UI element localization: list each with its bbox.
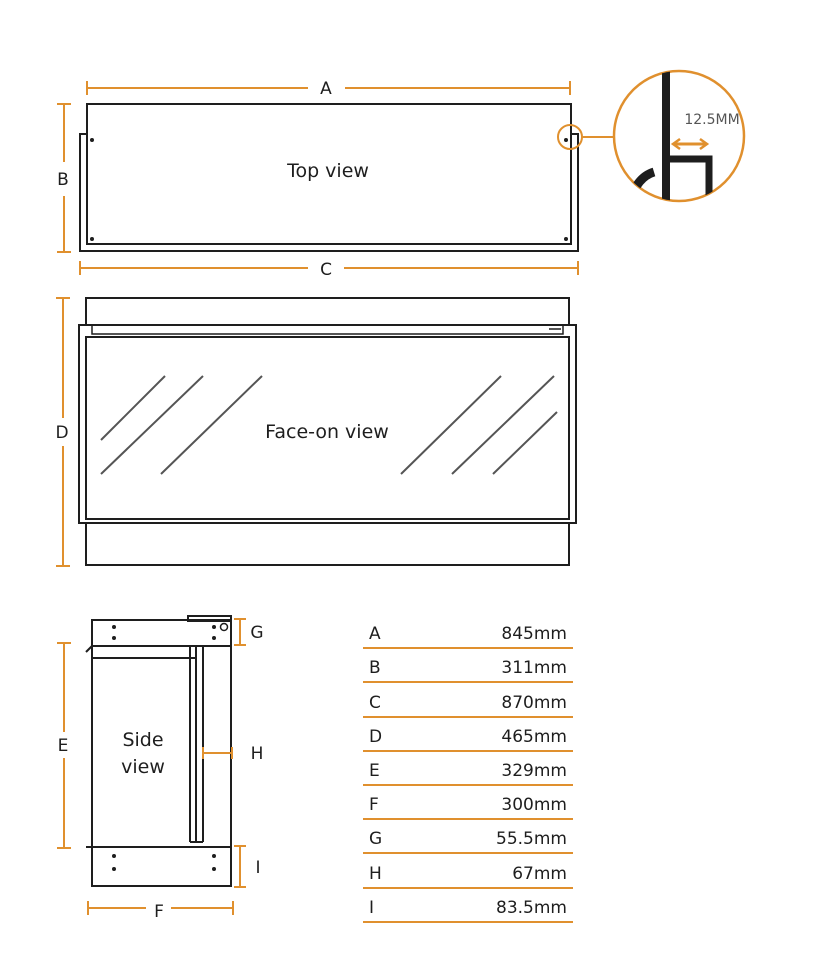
top-view-label: Top view xyxy=(287,160,369,182)
detail-callout-label: 12.5MM xyxy=(684,112,740,128)
dimension-f-label: F xyxy=(154,902,164,922)
dimension-c-label: C xyxy=(320,260,332,280)
dimension-key: I xyxy=(369,897,375,918)
dimension-key: A xyxy=(369,624,381,645)
table-row xyxy=(363,752,573,786)
dimension-e-label: E xyxy=(57,736,69,756)
dimensions-table xyxy=(363,615,573,923)
dimension-key: G xyxy=(369,829,383,850)
dimension-key: H xyxy=(369,863,382,884)
dimension-value: 870mm xyxy=(501,692,567,713)
dimension-value: 329mm xyxy=(501,760,567,781)
dimension-d-label: D xyxy=(55,423,69,443)
top-view-screw xyxy=(90,138,94,142)
side-view-label-line2: view xyxy=(121,756,165,778)
table-row xyxy=(363,718,573,752)
face-top-cap xyxy=(86,298,569,325)
face-bottom-base xyxy=(86,523,569,565)
table-row xyxy=(363,889,573,923)
table-row xyxy=(363,854,573,888)
table-row xyxy=(363,649,573,683)
side-view xyxy=(57,616,264,922)
dimension-i-line xyxy=(234,846,246,887)
dimension-key: F xyxy=(369,795,379,816)
face-on-view xyxy=(55,298,576,566)
face-top-strip xyxy=(92,325,563,334)
table-row xyxy=(363,683,573,717)
dimension-value: 311mm xyxy=(501,658,567,679)
dimension-key: D xyxy=(369,726,383,747)
table-row xyxy=(363,786,573,820)
top-view xyxy=(57,79,614,280)
dimension-g-label: G xyxy=(250,623,264,643)
dimension-i-label: I xyxy=(255,858,261,878)
dimension-a-label: A xyxy=(320,79,332,99)
dimension-key: E xyxy=(369,760,380,781)
dimension-value: 465mm xyxy=(501,726,567,747)
top-view-screw xyxy=(564,138,568,142)
dimension-h-label: H xyxy=(250,744,264,764)
side-fixing-hole xyxy=(221,624,228,631)
dimension-g-line xyxy=(234,619,246,645)
top-view-screw xyxy=(90,237,94,241)
dimension-h-line xyxy=(203,747,232,759)
dimension-value: 55.5mm xyxy=(496,829,567,850)
dimension-b-label: B xyxy=(57,170,69,190)
dimension-key: B xyxy=(369,658,381,679)
side-view-label-line1: Side xyxy=(122,729,164,751)
dimension-value: 67mm xyxy=(512,863,567,884)
dimension-key: C xyxy=(369,692,381,713)
table-row xyxy=(363,820,573,854)
top-view-frame xyxy=(80,134,578,251)
dimension-value: 83.5mm xyxy=(496,897,567,918)
table-row xyxy=(363,615,573,649)
dimension-value: 300mm xyxy=(501,795,567,816)
detail-bubble xyxy=(614,60,744,210)
dimension-value: 845mm xyxy=(501,624,567,645)
top-view-screw xyxy=(564,237,568,241)
face-on-view-label: Face-on view xyxy=(265,421,389,443)
